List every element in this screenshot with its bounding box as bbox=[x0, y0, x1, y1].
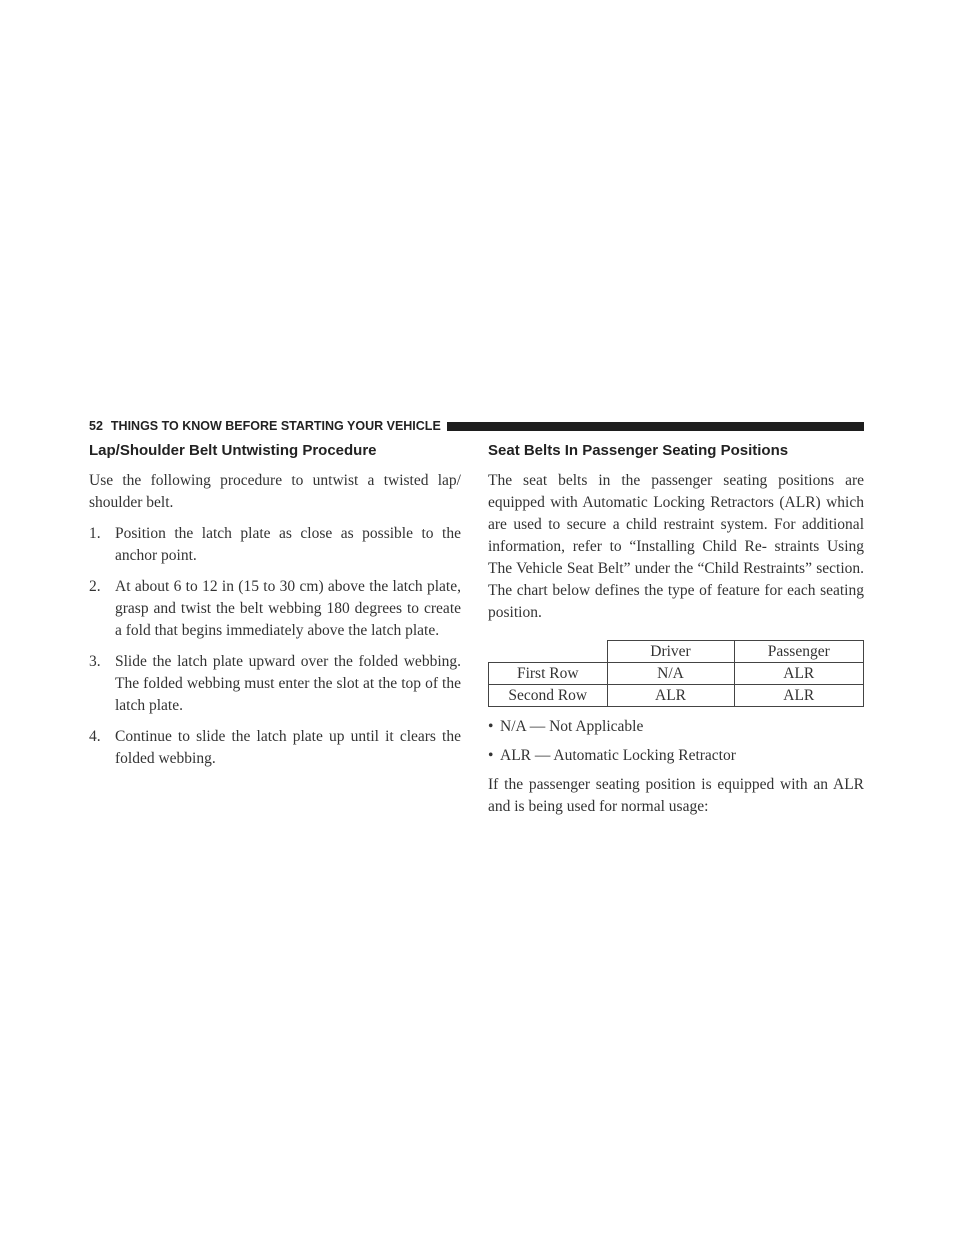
bullet-icon: • bbox=[488, 718, 494, 735]
table-header-cell bbox=[489, 641, 608, 663]
step-number: 3. bbox=[89, 653, 101, 670]
untwisting-heading: Lap/Shoulder Belt Untwisting Procedure bbox=[89, 442, 377, 459]
header-rule bbox=[447, 422, 864, 431]
abbreviation-list bbox=[488, 716, 864, 767]
table-cell: Second Row bbox=[489, 685, 608, 707]
table-cell: First Row bbox=[489, 663, 608, 685]
page-header bbox=[89, 419, 864, 433]
seat-belts-heading: Seat Belts In Passenger Seating Positions bbox=[488, 442, 789, 459]
table-header-row bbox=[489, 641, 864, 663]
step-text: At about 6 to 12 in (15 to 30 cm) above the latch plate, grasp and twist the belt webbing 180 degrees to create a fold that begins immediately above the latch plate. bbox=[115, 578, 461, 639]
step-number: 4. bbox=[89, 728, 101, 745]
step-text: Slide the latch plate upward over the folded webbing. The folded webbing must enter the slot at the top of the latch plate. bbox=[115, 653, 461, 714]
seating-position-table bbox=[488, 640, 864, 707]
list-item bbox=[488, 716, 864, 738]
untwisting-steps bbox=[89, 523, 461, 770]
step-item bbox=[89, 726, 461, 770]
untwisting-intro: Use the following procedure to untwist a twisted lap/ shoulder belt. bbox=[89, 472, 461, 511]
table-cell: ALR bbox=[734, 663, 864, 685]
step-item bbox=[89, 523, 461, 567]
page-number: 52 bbox=[89, 419, 103, 433]
section-title: THINGS TO KNOW BEFORE STARTING YOUR VEHICLE bbox=[110, 419, 441, 433]
list-item-text: N/A — Not Applicable bbox=[500, 718, 644, 735]
seat-belts-paragraph: The seat belts in the passenger seating positions are equipped with Automatic Locking Retractors (ALR) which are used to secure a child restraint system. For additional information, refer to “Installing Child Re- straints Using The Vehicle Seat Belt” under the “Child Restraints” section. The chart below defines the type of feature for each seating position. bbox=[488, 472, 864, 621]
table-cell: N/A bbox=[607, 663, 734, 685]
table-row bbox=[489, 663, 864, 685]
step-item bbox=[89, 651, 461, 717]
step-text: Position the latch plate as close as possible to the anchor point. bbox=[115, 525, 461, 564]
step-item bbox=[89, 576, 461, 642]
list-item-text: ALR — Automatic Locking Retractor bbox=[500, 747, 736, 764]
list-item bbox=[488, 745, 864, 767]
table-header-cell: Passenger bbox=[734, 641, 864, 663]
step-number: 1. bbox=[89, 525, 101, 542]
closing-paragraph: If the passenger seating position is equipped with an ALR and is being used for normal usage: bbox=[488, 776, 864, 815]
right-column bbox=[488, 441, 864, 827]
table-cell: ALR bbox=[734, 685, 864, 707]
step-text: Continue to slide the latch plate up until it clears the folded webbing. bbox=[115, 728, 461, 767]
step-number: 2. bbox=[89, 578, 101, 595]
left-column bbox=[89, 441, 461, 779]
bullet-icon: • bbox=[488, 747, 494, 764]
table-header-cell: Driver bbox=[607, 641, 734, 663]
table-cell: ALR bbox=[607, 685, 734, 707]
table-row bbox=[489, 685, 864, 707]
